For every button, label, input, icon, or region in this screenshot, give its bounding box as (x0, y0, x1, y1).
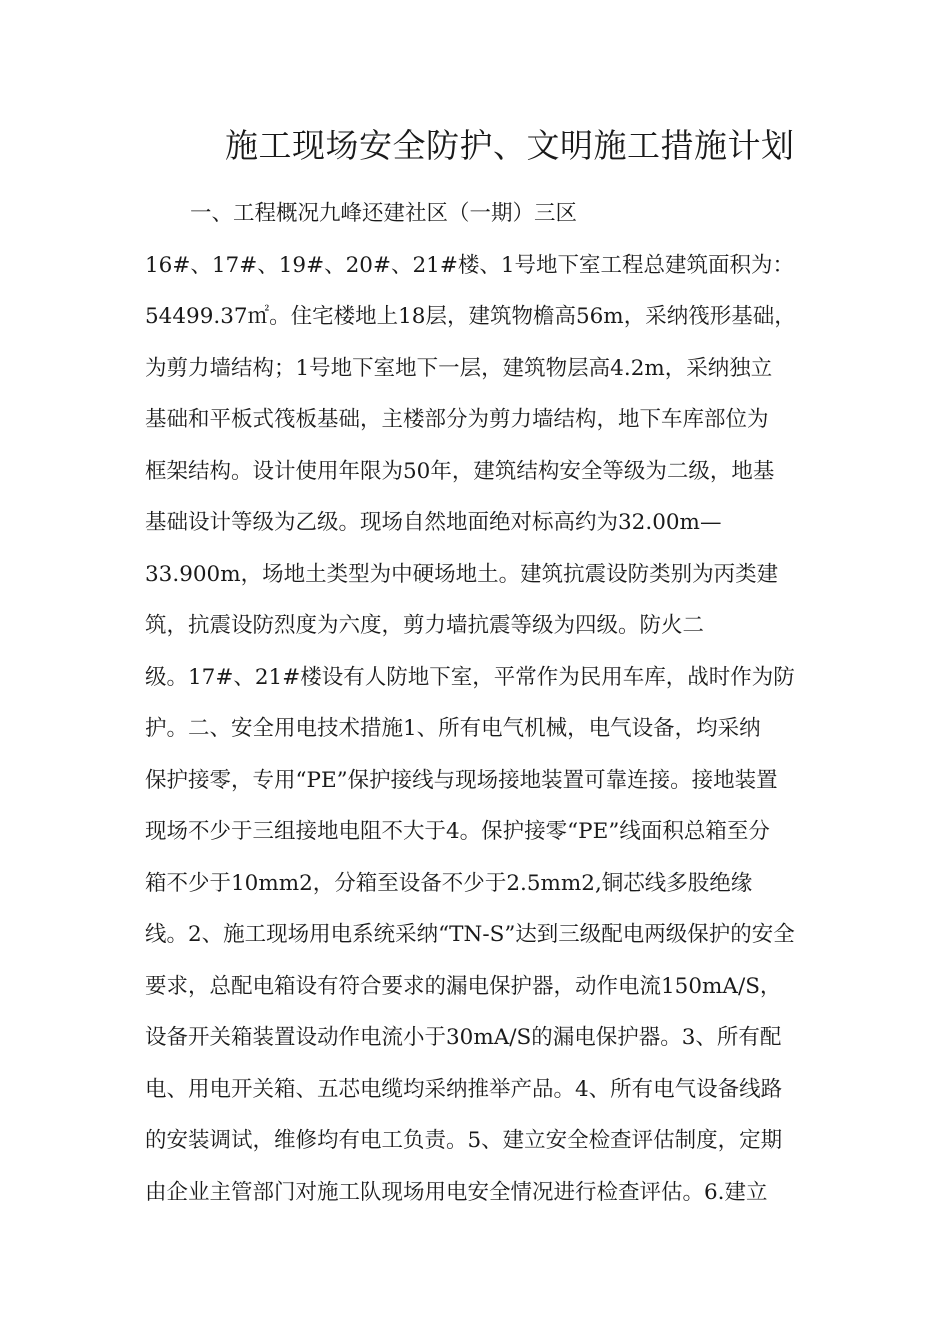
body-line: 护。二、安全用电技术措施1、所有电气机械，电气设备，均采纳 (145, 716, 761, 741)
body-line: 16#、17#、19#、20#、21#楼、1号地下室工程总建筑面积为： (145, 253, 795, 278)
body-line: 级。17#、21#楼设有人防地下室，平常作为民用车库，战时作为防 (145, 665, 795, 690)
body-line: 基础和平板式筏板基础，主楼部分为剪力墙结构，地下车库部位为 (145, 407, 769, 432)
body-line: 框架结构。设计使用年限为50年，建筑结构安全等级为二级，地基 (145, 459, 775, 484)
body-line: 电、用电开关箱、五芯电缆均采纳推举产品。4、所有电气设备线路 (145, 1077, 783, 1102)
body-line: 设备开关箱装置设动作电流小于30mA/S的漏电保护器。3、所有配 (145, 1025, 782, 1050)
document-title: 施工现场安全防护、文明施工措施计划 (225, 126, 795, 165)
body-line: 现场不少于三组接地电阻不大于4。保护接零“PE”线面积总箱至分 (145, 819, 770, 844)
body-line: 筑，抗震设防烈度为六度，剪力墙抗震等级为四级。防火二 (145, 613, 705, 638)
body-line: 要求，总配电箱设有符合要求的漏电保护器，动作电流150mA/S， (145, 974, 782, 999)
body-line: 为剪力墙结构；1号地下室地下一层，建筑物层高4.2m，采纳独立 (145, 356, 773, 381)
body-line: 基础设计等级为乙级。现场自然地面绝对标高约为32.00m— (145, 510, 722, 535)
body-line: 由企业主管部门对施工队现场用电安全情况进行检查评估。6.建立 (145, 1180, 768, 1205)
body-line: 54499.37㎡。住宅楼地上18层，建筑物檐高56m，采纳筏形基础， (145, 304, 796, 329)
body-line: 保护接零，专用“PE”保护接线与现场接地装置可靠连接。接地装置 (145, 768, 778, 793)
body-line: 箱不少于10mm2，分箱至设备不少于2.5mm2,铜芯线多股绝缘 (145, 871, 753, 896)
body-line: 线。2、施工现场用电系统采纳“TN-S”达到三级配电两级保护的安全 (145, 922, 795, 947)
body-line: 的安装调试，维修均有电工负责。5、建立安全检查评估制度，定期 (145, 1128, 783, 1153)
body-line: 一、工程概况九峰还建社区（一期）三区 (190, 201, 578, 226)
body-line: 33.900m，场地土类型为中硬场地土。建筑抗震设防类别为丙类建 (145, 562, 779, 587)
